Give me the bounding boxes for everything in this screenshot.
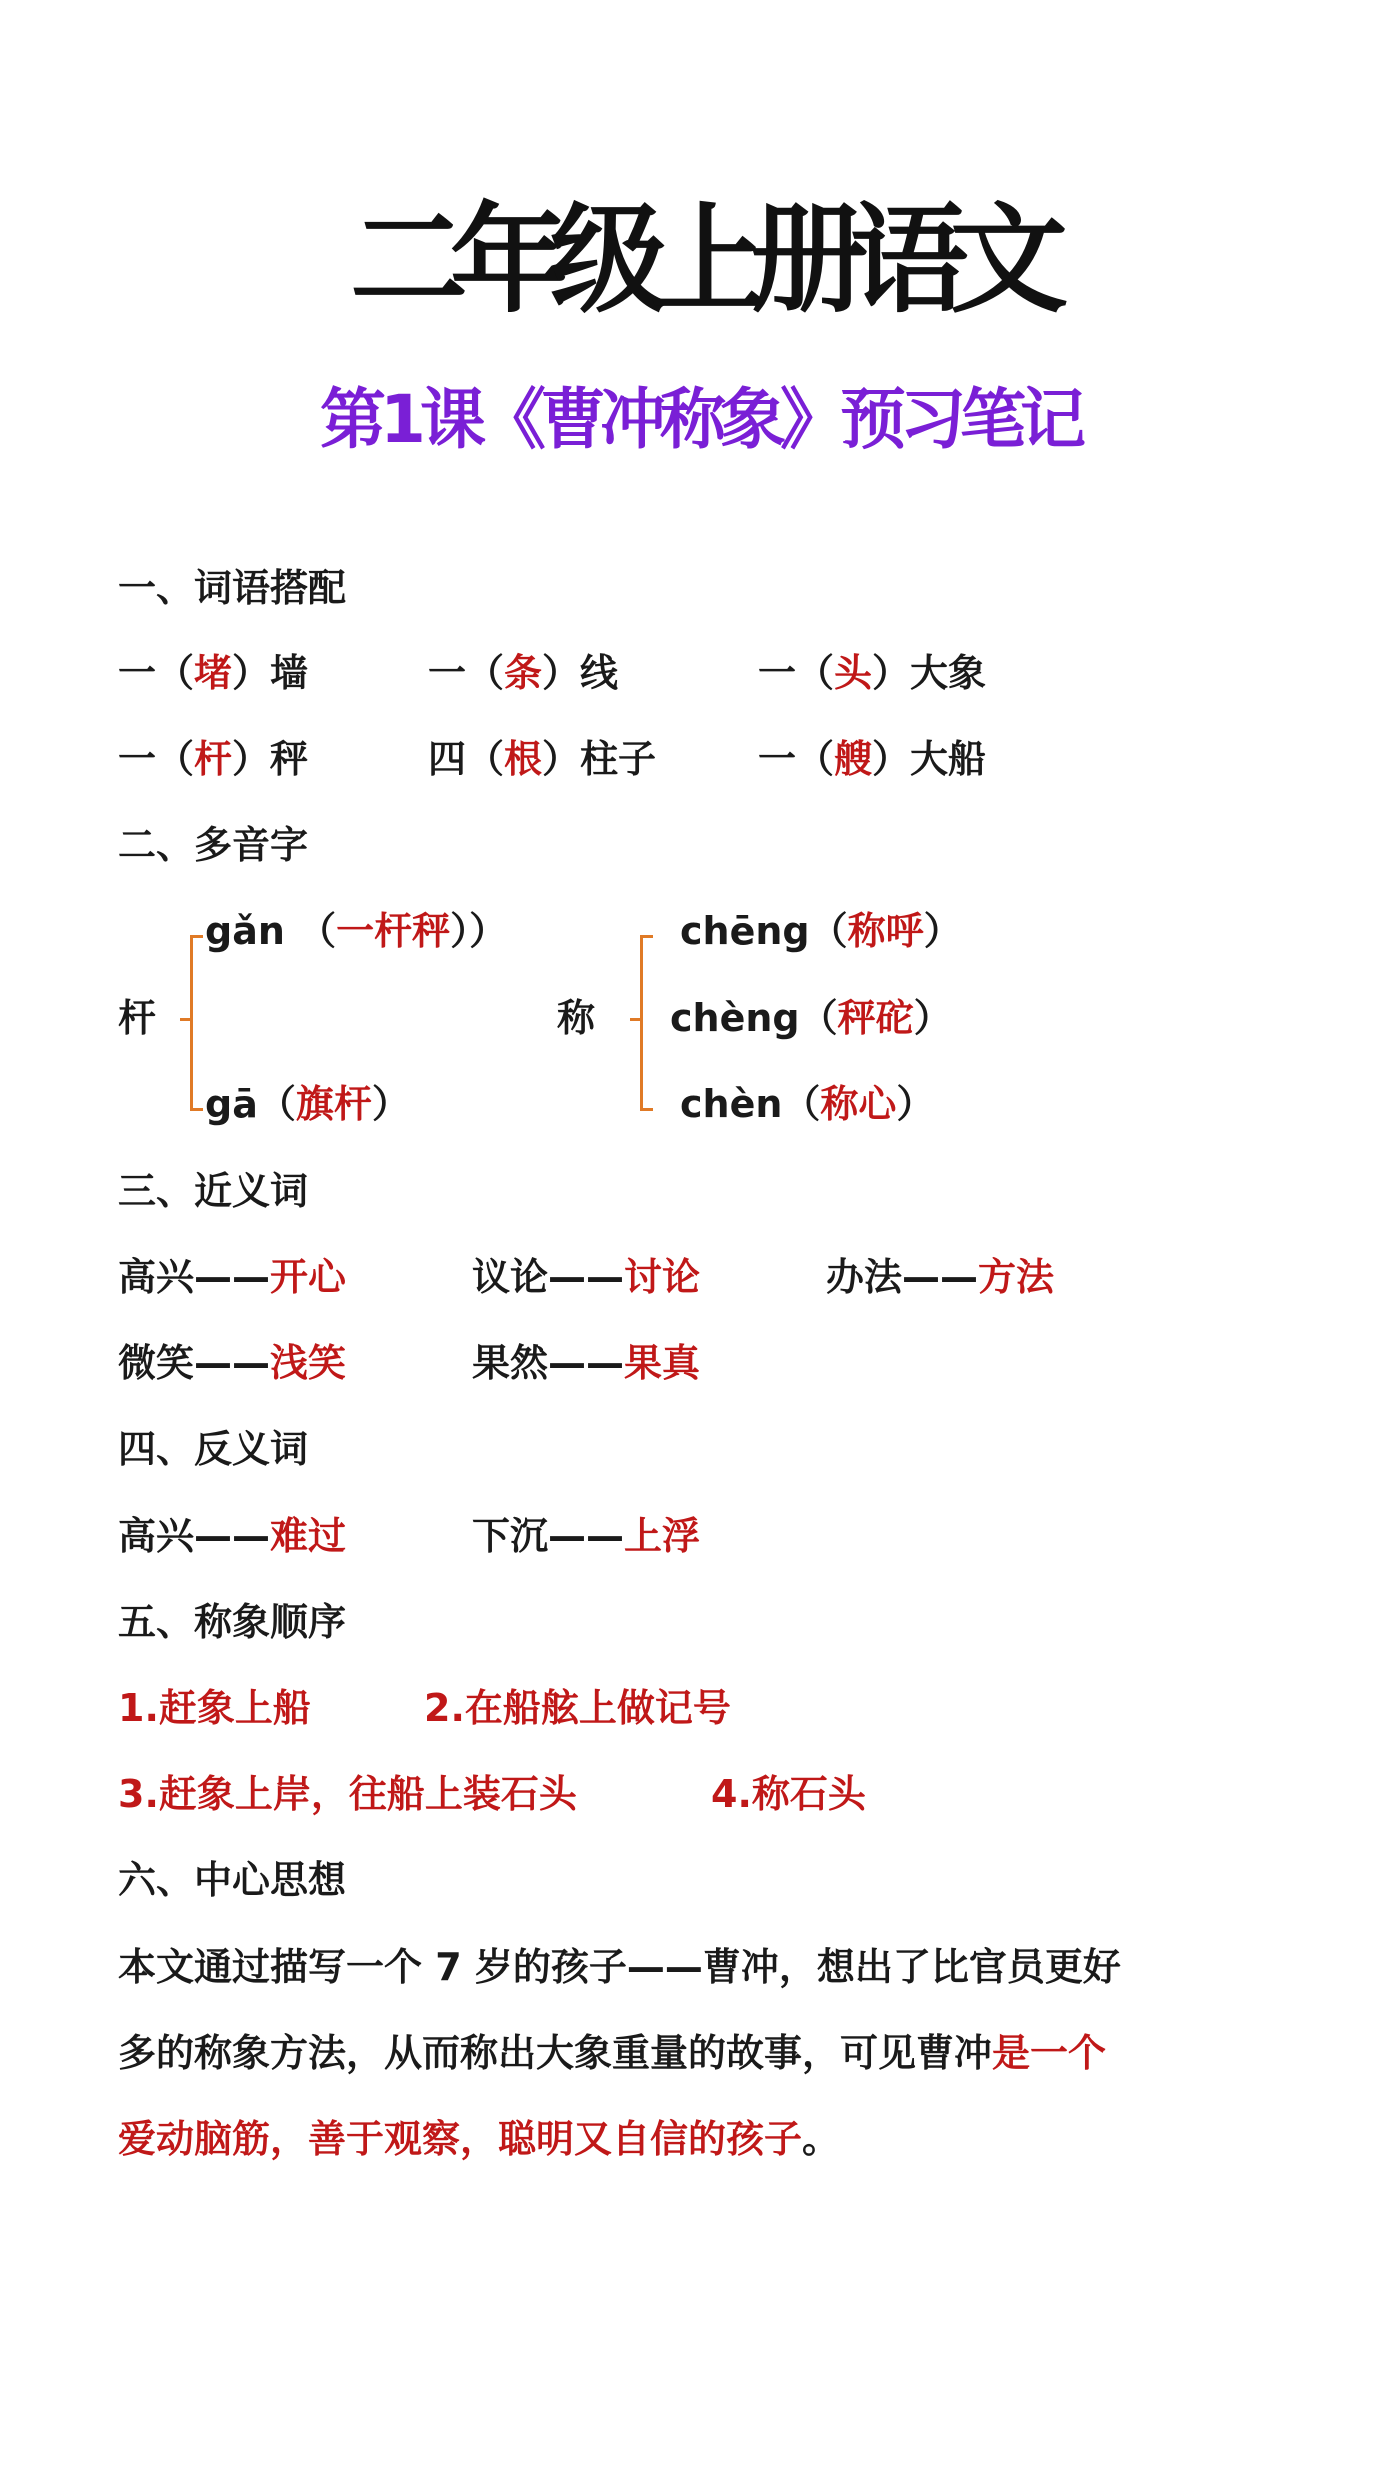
section-heading-antonyms: 四、反义词 xyxy=(118,1427,309,1471)
section-heading-summary: 六、中心思想 xyxy=(118,1858,347,1902)
collocation-item: 一（艘）大船 xyxy=(758,737,987,781)
brace-gan-tick xyxy=(180,1018,192,1021)
page-subtitle: 第1课《曹冲称象》预习笔记 xyxy=(320,381,1080,458)
polyphone-reading: gǎn （一杆秤）） xyxy=(205,909,508,953)
brace-cheng xyxy=(640,935,653,1111)
step-item: 2.在船舷上做记号 xyxy=(424,1686,731,1730)
polyphone-reading: chēng（称呼） xyxy=(680,909,962,953)
summary-line: 本文通过描写一个 7 岁的孩子——曹冲，想出了比官员更好 xyxy=(118,1945,1121,1989)
step-item: 3.赶象上岸，往船上装石头 xyxy=(118,1772,577,1816)
synonym-pair: 果然——果真 xyxy=(472,1341,701,1385)
antonym-pair: 下沉——上浮 xyxy=(472,1514,701,1558)
section-heading-polyphone: 二、多音字 xyxy=(118,823,309,867)
polyphone-reading: chèn（称心） xyxy=(680,1082,935,1126)
synonym-pair: 高兴——开心 xyxy=(118,1255,347,1299)
section-heading-collocation: 一、词语搭配 xyxy=(118,566,347,610)
section-heading-synonyms: 三、近义词 xyxy=(118,1169,309,1213)
summary-line: 爱动脑筋，善于观察，聪明又自信的孩子。 xyxy=(118,2117,841,2161)
antonym-pair: 高兴——难过 xyxy=(118,1514,347,1558)
polyphone-char-cheng: 称 xyxy=(557,996,596,1040)
step-item: 1.赶象上船 xyxy=(118,1686,311,1730)
collocation-item: 一（堵）墙 xyxy=(118,651,309,695)
step-item: 4.称石头 xyxy=(711,1772,866,1816)
brace-gan xyxy=(190,935,203,1111)
page-title: 二年级上册语文 xyxy=(349,191,1050,329)
section-heading-steps: 五、称象顺序 xyxy=(118,1600,347,1644)
polyphone-reading: chèng（秤砣） xyxy=(670,996,952,1040)
summary-line: 多的称象方法，从而称出大象重量的故事，可见曹冲是一个 xyxy=(118,2031,1107,2075)
polyphone-reading: gā（旗杆） xyxy=(205,1082,410,1126)
collocation-item: 四（根）柱子 xyxy=(428,737,657,781)
collocation-item: 一（杆）秤 xyxy=(118,737,309,781)
polyphone-char-gan: 杆 xyxy=(118,996,157,1040)
synonym-pair: 微笑——浅笑 xyxy=(118,1341,347,1385)
collocation-item: 一（条）线 xyxy=(428,651,619,695)
collocation-item: 一（头）大象 xyxy=(758,651,987,695)
synonym-pair: 议论——讨论 xyxy=(472,1255,701,1299)
synonym-pair: 办法——方法 xyxy=(826,1255,1055,1299)
brace-cheng-tick xyxy=(630,1018,642,1021)
